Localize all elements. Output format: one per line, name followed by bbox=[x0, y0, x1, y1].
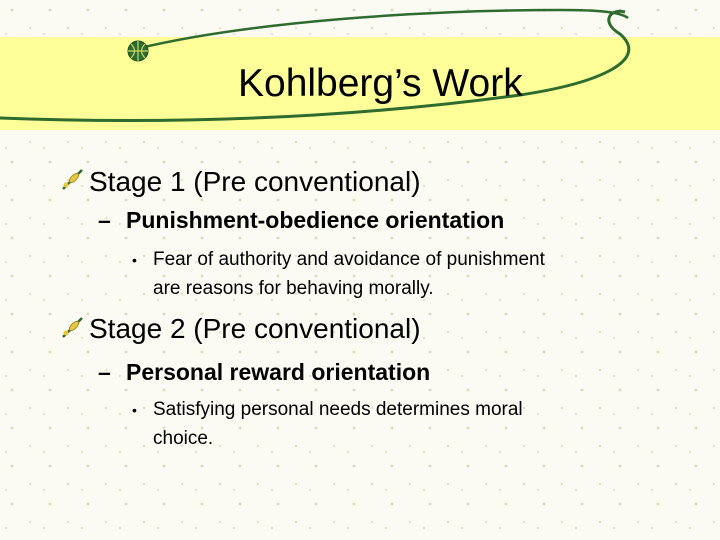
feather-bullet-icon bbox=[60, 314, 86, 340]
level3-line: Fear of authority and avoidance of punishment bbox=[153, 249, 545, 270]
level3-line: choice. bbox=[153, 428, 214, 449]
level3-bullet: • bbox=[132, 402, 137, 418]
level3-line: are reasons for behaving morally. bbox=[153, 278, 434, 299]
level1-item-stage-1: Stage 1 (Pre conventional) bbox=[89, 166, 421, 197]
level3-bullet: • bbox=[132, 252, 137, 268]
level1-item-stage-2: Stage 2 (Pre conventional) bbox=[89, 313, 421, 344]
level2-item-punishment-obedience: Punishment-obedience orientation bbox=[126, 207, 505, 233]
level2-dash: – bbox=[98, 359, 111, 385]
level2-dash: – bbox=[98, 207, 111, 233]
feather-bullet-icon bbox=[60, 166, 86, 192]
level3-line: Satisfying personal needs determines moral bbox=[153, 399, 523, 420]
globe-icon bbox=[128, 41, 148, 61]
level2-item-personal-reward: Personal reward orientation bbox=[126, 359, 431, 385]
slide-title: Kohlberg’s Work bbox=[238, 62, 523, 105]
